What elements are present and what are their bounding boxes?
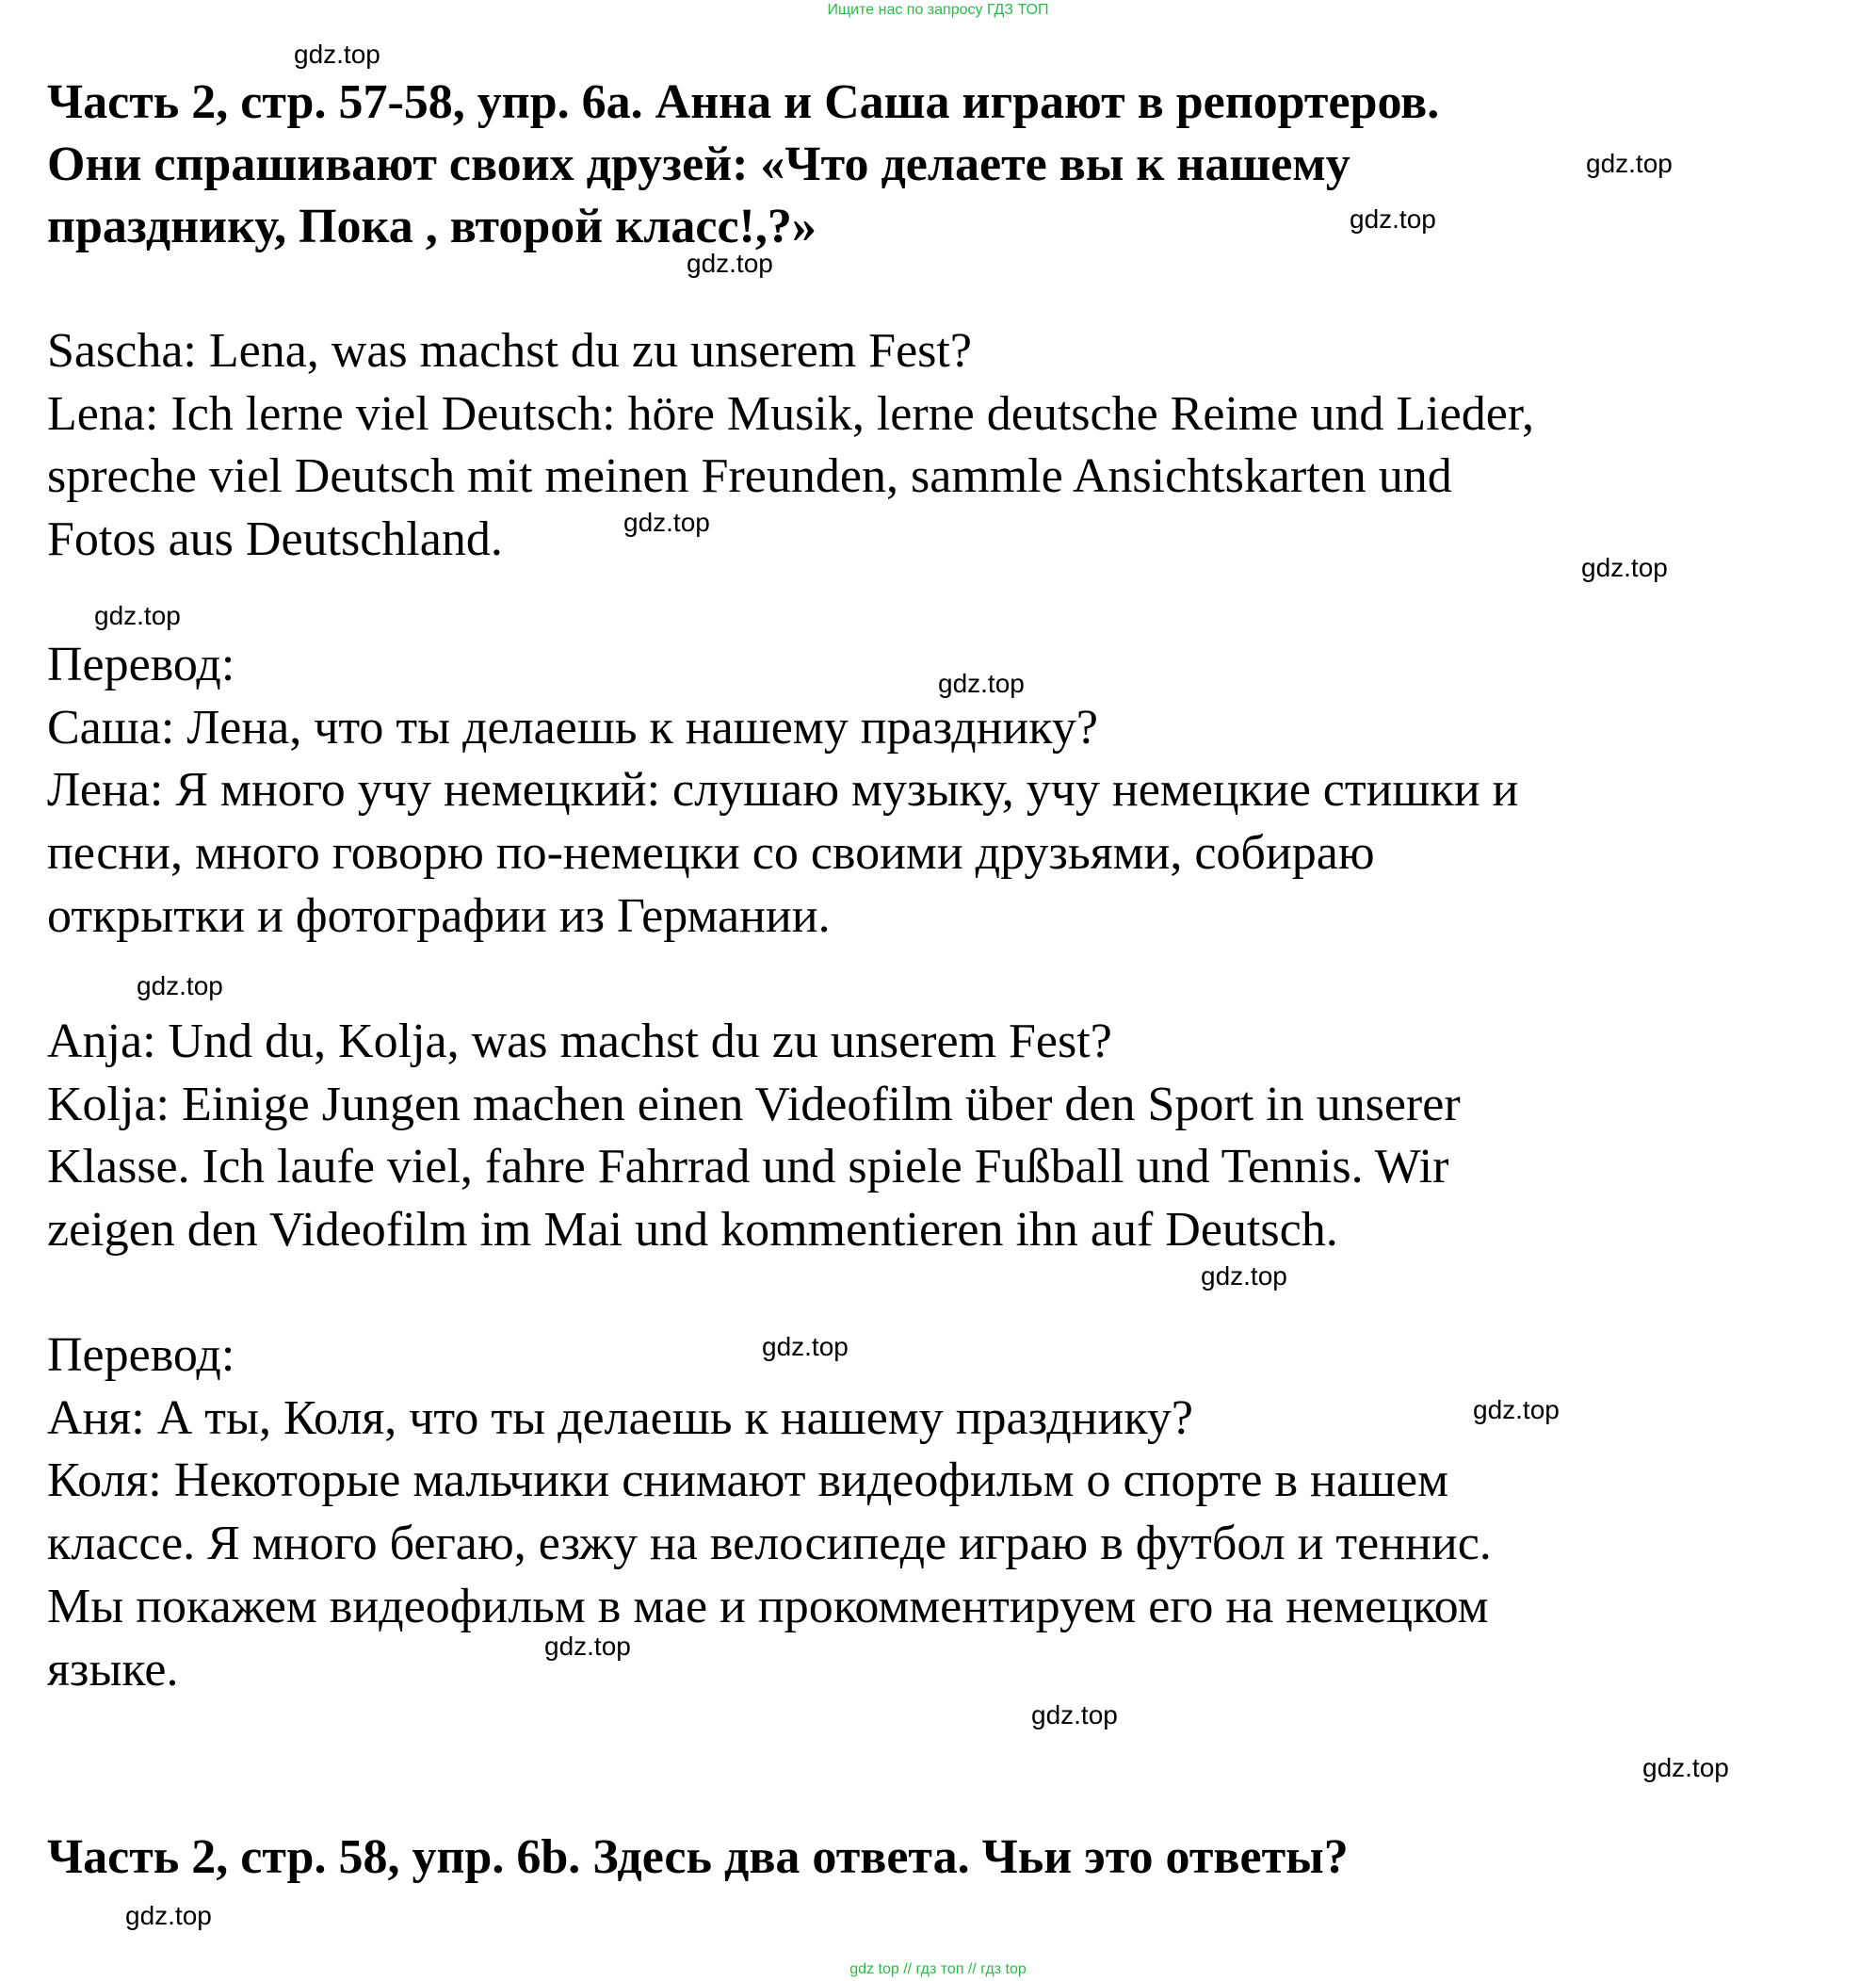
- footer-banner: gdz top // гдз топ // гдз top: [849, 1961, 1027, 1977]
- exercise-heading-line: Они спрашивают своих друзей: «Что делаете вы к нашему: [47, 138, 1350, 191]
- watermark: gdz.top: [94, 601, 181, 630]
- watermark: gdz.top: [125, 1901, 212, 1930]
- watermark: gdz.top: [938, 669, 1025, 698]
- dialog-line: Kolja: Einige Jungen machen einen Videofilm über den Sport in unserer: [47, 1078, 1461, 1131]
- exercise-heading-line: празднику, Пока , второй класс!,?»: [47, 200, 817, 253]
- watermark: gdz.top: [137, 971, 223, 1000]
- watermark: gdz.top: [1581, 553, 1668, 582]
- watermark: gdz.top: [1350, 204, 1436, 234]
- watermark: gdz.top: [762, 1332, 849, 1361]
- translation-line: Лена: Я много учу немецкий: слушаю музыку, учу немецкие стишки и: [47, 763, 1519, 817]
- watermark: gdz.top: [1642, 1753, 1729, 1782]
- watermark: gdz.top: [1031, 1700, 1118, 1729]
- translation-line: Коля: Некоторые мальчики снимают видеофильм о спорте в нашем: [47, 1453, 1448, 1507]
- translation-line: классе. Я много бегаю, езжу на велосипеде играю в футбол и теннис.: [47, 1517, 1492, 1570]
- watermark: gdz.top: [1586, 149, 1673, 178]
- dialog-line: Anja: Und du, Kolja, was machst du zu unserem Fest?: [47, 1015, 1112, 1068]
- watermark: gdz.top: [623, 508, 710, 537]
- watermark: gdz.top: [294, 40, 380, 69]
- header-banner: Ищите нас по запросу ГДЗ ТОП: [827, 2, 1049, 18]
- watermark: gdz.top: [1201, 1261, 1287, 1291]
- translation-line: открытки и фотографии из Германии.: [47, 889, 831, 943]
- translation-label: Перевод:: [47, 638, 235, 691]
- exercise-heading-line: Часть 2, стр. 57-58, упр. 6а. Анна и Саша играют в репортеров.: [47, 75, 1440, 129]
- watermark: gdz.top: [687, 249, 773, 278]
- translation-line: языке.: [47, 1643, 179, 1697]
- dialog-line: Fotos aus Deutschland.: [47, 512, 503, 566]
- dialog-line: Klasse. Ich laufe viel, fahre Fahrrad und spiele Fußball und Tennis. Wir: [47, 1140, 1449, 1193]
- translation-line: Саша: Лена, что ты делаешь к нашему празднику?: [47, 701, 1098, 755]
- dialog-line: spreche viel Deutsch mit meinen Freunden, sammle Ansichtskarten und: [47, 449, 1452, 503]
- dialog-line: zeigen den Videofilm im Mai und kommentieren ihn auf Deutsch.: [47, 1203, 1338, 1257]
- dialog-line: Sascha: Lena, was machst du zu unserem Fest?: [47, 324, 972, 378]
- translation-line: Мы покажем видеофильм в мае и прокомментируем его на немецком: [47, 1580, 1489, 1633]
- translation-line: песни, много говорю по-немецки со своими друзьями, собираю: [47, 826, 1375, 880]
- translation-label: Перевод:: [47, 1328, 235, 1382]
- translation-line: Аня: А ты, Коля, что ты делаешь к нашему празднику?: [47, 1391, 1193, 1445]
- watermark: gdz.top: [1473, 1395, 1560, 1424]
- watermark: gdz.top: [544, 1632, 631, 1661]
- dialog-line: Lena: Ich lerne viel Deutsch: höre Musik, lerne deutsche Reime und Lieder,: [47, 387, 1535, 441]
- exercise-heading-line: Часть 2, стр. 58, упр. 6b. Здесь два ответа. Чьи это ответы?: [47, 1830, 1349, 1884]
